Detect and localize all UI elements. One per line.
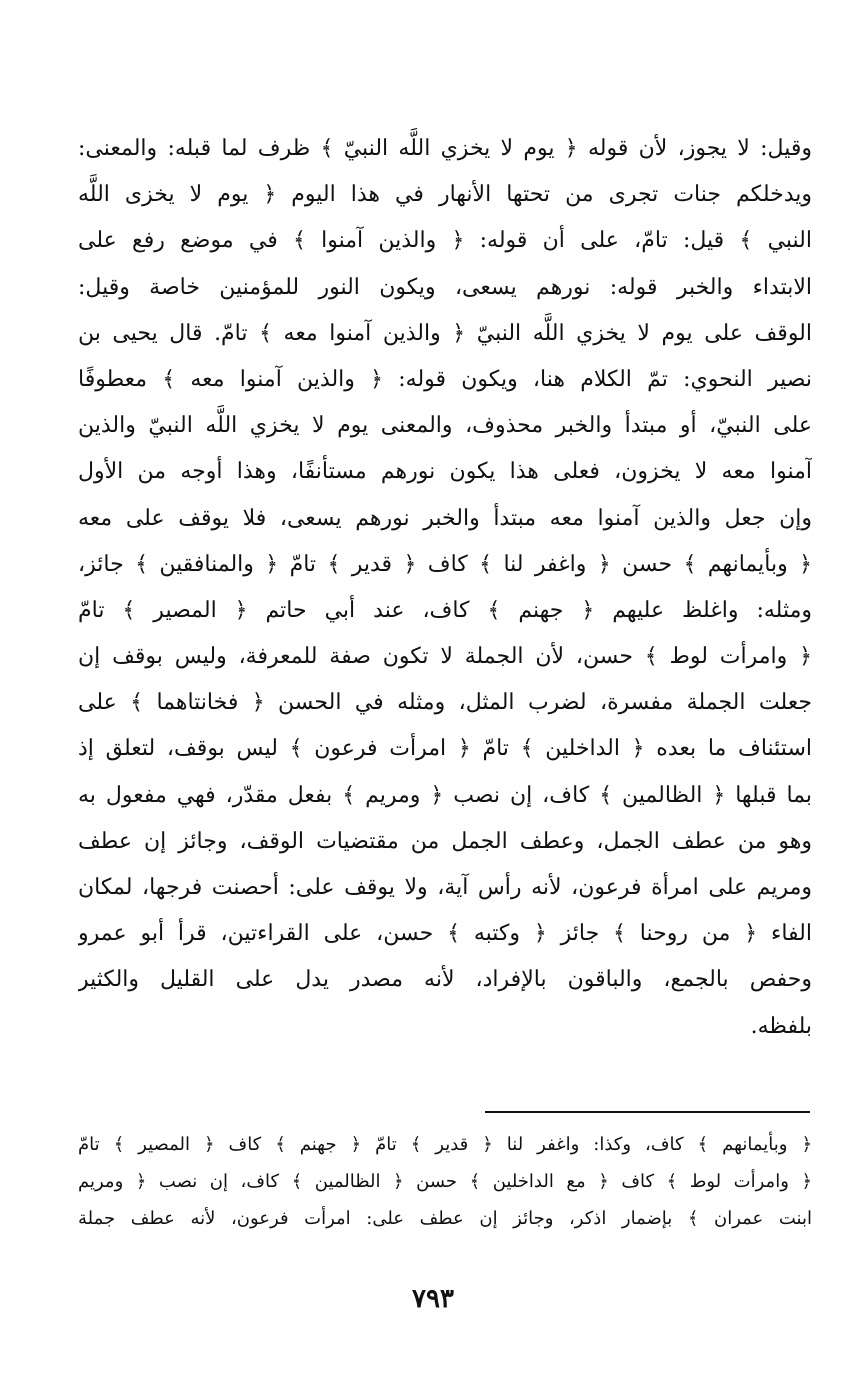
- text-line: ﴿ وامرأت لوط ﴾ حسن، لأن الجملة لا تكون صفة للمعرفة، وليس بوقف إن: [78, 644, 812, 670]
- text-line: ومريم على امرأة فرعون، لأنه رأس آية، ولا يوقف على: أحصنت فرجها، لمكان: [78, 875, 812, 900]
- text-line: آمنوا معه لا يخزون، فعلى هذا يكون نورهم مستأنفًا، وهذا أوجه من الأول: [78, 459, 812, 485]
- text-line: النبي ﴾ قيل: تامّ، على أن قوله: ﴿ والذين آمنوا ﴾ في موضع رفع على: [78, 228, 812, 254]
- text-line-last: بلفظه.: [750, 1013, 812, 1039]
- page-number: ٧٩٣: [412, 1284, 454, 1314]
- text-line: ﴿ وبأيمانهم ﴾ حسن ﴿ واغفر لنا ﴾ كاف ﴿ قدير ﴾ تامّ ﴿ والمنافقين ﴾ جائز،: [78, 551, 812, 577]
- main-text: [78, 126, 812, 1050]
- text-line: الفاء ﴿ من روحنا ﴾ جائز ﴿ وكتبه ﴾ حسن، على القراءتين، قرأ أبو عمرو: [78, 921, 812, 947]
- text-line: وقيل: لا يجوز، لأن قوله ﴿ يوم لا يخزي اللَّه النبيّ ﴾ ظرف لما قبله: والمعنى:: [78, 136, 812, 161]
- text-line: استئناف ما بعده ﴿ الداخلين ﴾ تامّ ﴿ امرأت فرعون ﴾ ليس بوقف، لتعلق إذ: [78, 736, 812, 762]
- footnote-line: ابنت عمران ﴾ بإضمار اذكر، وجائز إن عطف على: امرأت فرعون، لأنه عطف جملة: [78, 1208, 812, 1229]
- footnote-line: ﴿ وبأيمانهم ﴾ كاف، وكذا: واغفر لنا ﴿ قدير ﴾ تامّ ﴿ جهنم ﴾ كاف ﴿ المصير ﴾ تامّ: [78, 1134, 812, 1155]
- text-line: بما قبلها ﴿ الظالمين ﴾ كاف، إن نصب ﴿ ومريم ﴾ بفعل مقدّر، فهي مفعول به: [78, 782, 812, 808]
- text-line: وإن جعل والذين آمنوا معه مبتدأ والخبر نورهم يسعى، فلا يوقف على معه: [78, 505, 812, 531]
- text-line: جعلت الجملة مفسرة، لضرب المثل، ومثله في الحسن ﴿ فخانتاهما ﴾ على: [78, 690, 812, 716]
- text-line: وحفص بالجمع، والباقون بالإفراد، لأنه مصدر يدل على القليل والكثير: [78, 967, 812, 993]
- text-line: ومثله: واغلظ عليهم ﴿ جهنم ﴾ كاف، عند أبي حاتم ﴿ المصير ﴾ تامّ: [78, 597, 812, 623]
- footnotes: [78, 1126, 812, 1237]
- text-line: وهو من عطف الجمل، وعطف الجمل من مقتضيات الوقف، وجائز إن عطف: [78, 828, 812, 854]
- text-line: ويدخلكم جنات تجرى من تحتها الأنهار في هذا اليوم ﴿ يوم لا يخزى اللَّه: [78, 182, 812, 208]
- text-line: على النبيّ، أو مبتدأ والخبر محذوف، والمعنى يوم لا يخزي اللَّه النبيّ والذين: [78, 413, 812, 439]
- footnote-line: ﴿ وامرأت لوط ﴾ كاف ﴿ مع الداخلين ﴾ حسن ﴿ الظالمين ﴾ كاف، إن نصب ﴿ ومريم: [78, 1171, 812, 1192]
- text-line: الوقف على يوم لا يخزي اللَّه النبيّ ﴿ والذين آمنوا معه ﴾ تامّ. قال يحيى بن: [78, 320, 812, 346]
- text-line: الابتداء والخبر قوله: نورهم يسعى، ويكون النور للمؤمنين خاصة وقيل:: [78, 274, 812, 300]
- footnote-separator: [485, 1111, 810, 1113]
- text-line: نصير النحوي: تمّ الكلام هنا، ويكون قوله: ﴿ والذين آمنوا معه ﴾ معطوفًا: [78, 366, 812, 392]
